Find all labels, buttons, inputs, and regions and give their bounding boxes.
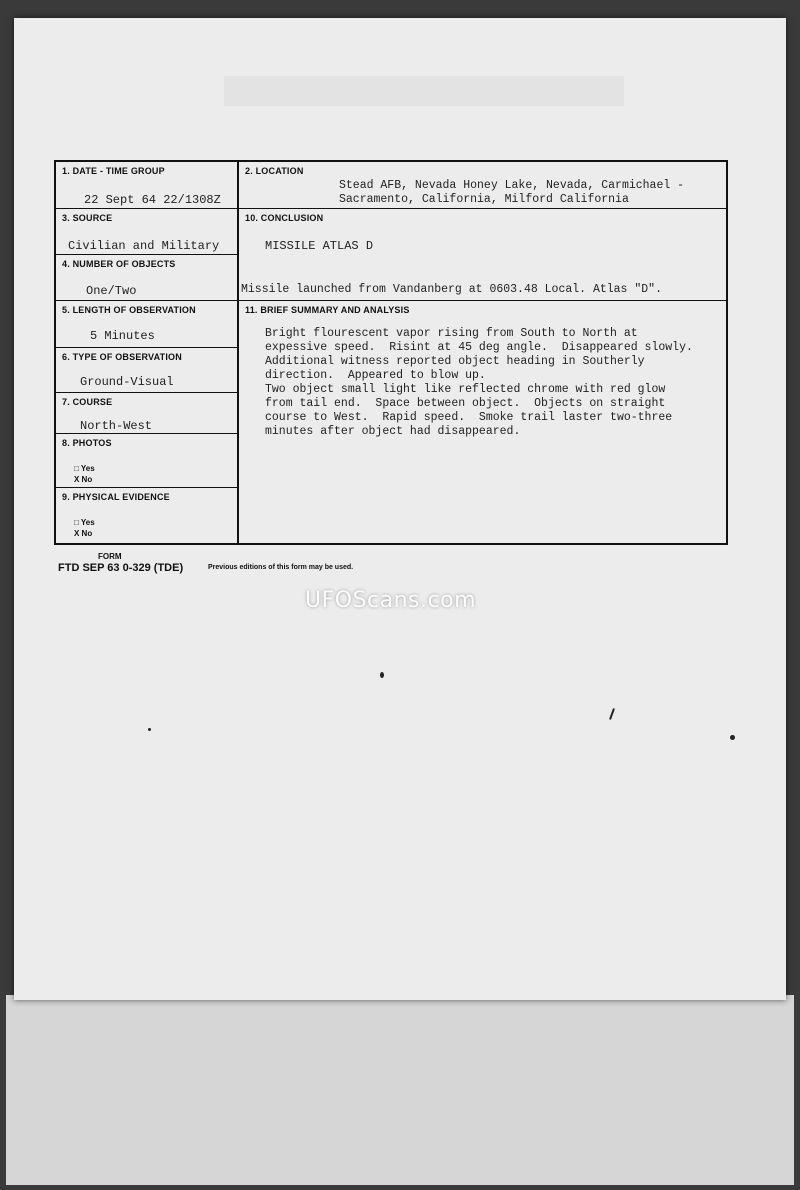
brief-summary-text: [265, 327, 693, 439]
watermark: UFOScans.com: [305, 588, 476, 613]
length-of-observation-label: 5. LENGTH OF OBSERVATION: [62, 305, 196, 315]
form-word: FORM: [98, 552, 122, 561]
physical-evidence-yes-checkbox: □ Yes: [74, 518, 95, 527]
number-of-objects-label: 4. NUMBER OF OBJECTS: [62, 259, 176, 269]
conclusion-cell: [239, 209, 726, 301]
type-of-observation-label: 6. TYPE OF OBSERVATION: [62, 352, 182, 362]
photos-no-checkbox: X No: [74, 475, 93, 484]
length-of-observation-cell: [56, 301, 237, 348]
conclusion-label: 10. CONCLUSION: [245, 213, 324, 223]
left-column: [56, 162, 239, 543]
summary-line: direction. Appeared to blow up.: [265, 369, 486, 382]
conclusion-detail: Missile launched from Vandanberg at 0603.48 Local. Atlas "D".: [241, 283, 662, 296]
type-of-observation-cell: [56, 348, 237, 393]
brief-summary-label: 11. BRIEF SUMMARY AND ANALYSIS: [245, 305, 410, 315]
source-cell: [56, 209, 237, 255]
right-column: [239, 162, 726, 543]
location-label: 2. LOCATION: [245, 166, 304, 176]
course-value: North-West: [80, 419, 153, 433]
location-line-1: Stead AFB, Nevada Honey Lake, Nevada, Carmichael -: [339, 179, 685, 192]
course-label: 7. COURSE: [62, 397, 113, 407]
location-line-2: Sacramento, California, Milford California: [339, 193, 629, 206]
type-of-observation-value: Ground-Visual: [80, 375, 174, 389]
photos-yes-checkbox: □ Yes: [74, 464, 95, 473]
speck: [148, 728, 151, 731]
summary-line: Additional witness reported object heading in Southerly: [265, 355, 645, 368]
summary-line: minutes after object had disappeared.: [265, 425, 521, 438]
source-label: 3. SOURCE: [62, 213, 113, 223]
summary-line: expessive speed. Risint at 45 deg angle. Disappeared slowly.: [265, 341, 693, 354]
photos-label: 8. PHOTOS: [62, 438, 112, 448]
location-cell: [239, 162, 726, 209]
project-card-form: [54, 160, 728, 545]
date-time-value: 22 Sept 64 22/1308Z: [84, 193, 221, 207]
physical-evidence-no-checkbox: X No: [74, 529, 93, 538]
summary-line: from tail end. Space between object. Objects on straight: [265, 397, 666, 410]
form-id: FTD SEP 63 0-329 (TDE): [58, 562, 184, 574]
photos-cell: [56, 434, 237, 488]
bleed-through-mark: [224, 76, 624, 106]
date-time-cell: [56, 162, 237, 209]
date-time-label: 1. DATE - TIME GROUP: [62, 166, 165, 176]
course-cell: [56, 393, 237, 434]
underlying-sheet: [6, 995, 794, 1185]
source-value: Civilian and Military: [68, 239, 220, 253]
summary-line: Two object small light like reflected chrome with red glow: [265, 383, 666, 396]
number-of-objects-cell: [56, 255, 237, 301]
physical-evidence-label: 9. PHYSICAL EVIDENCE: [62, 492, 170, 502]
form-note: Previous editions of this form may be used.: [208, 564, 354, 571]
number-of-objects-value: One/Two: [86, 284, 137, 298]
conclusion-value: MISSILE ATLAS D: [265, 239, 374, 253]
physical-evidence-cell: [56, 488, 237, 545]
summary-line: Bright flourescent vapor rising from South to North at: [265, 327, 638, 340]
speck: [380, 672, 384, 678]
length-of-observation-value: 5 Minutes: [90, 329, 155, 343]
speck: [730, 735, 735, 740]
summary-line: course to West. Rapid speed. Smoke trail laster two-three: [265, 411, 673, 424]
brief-summary-cell: [239, 301, 726, 545]
